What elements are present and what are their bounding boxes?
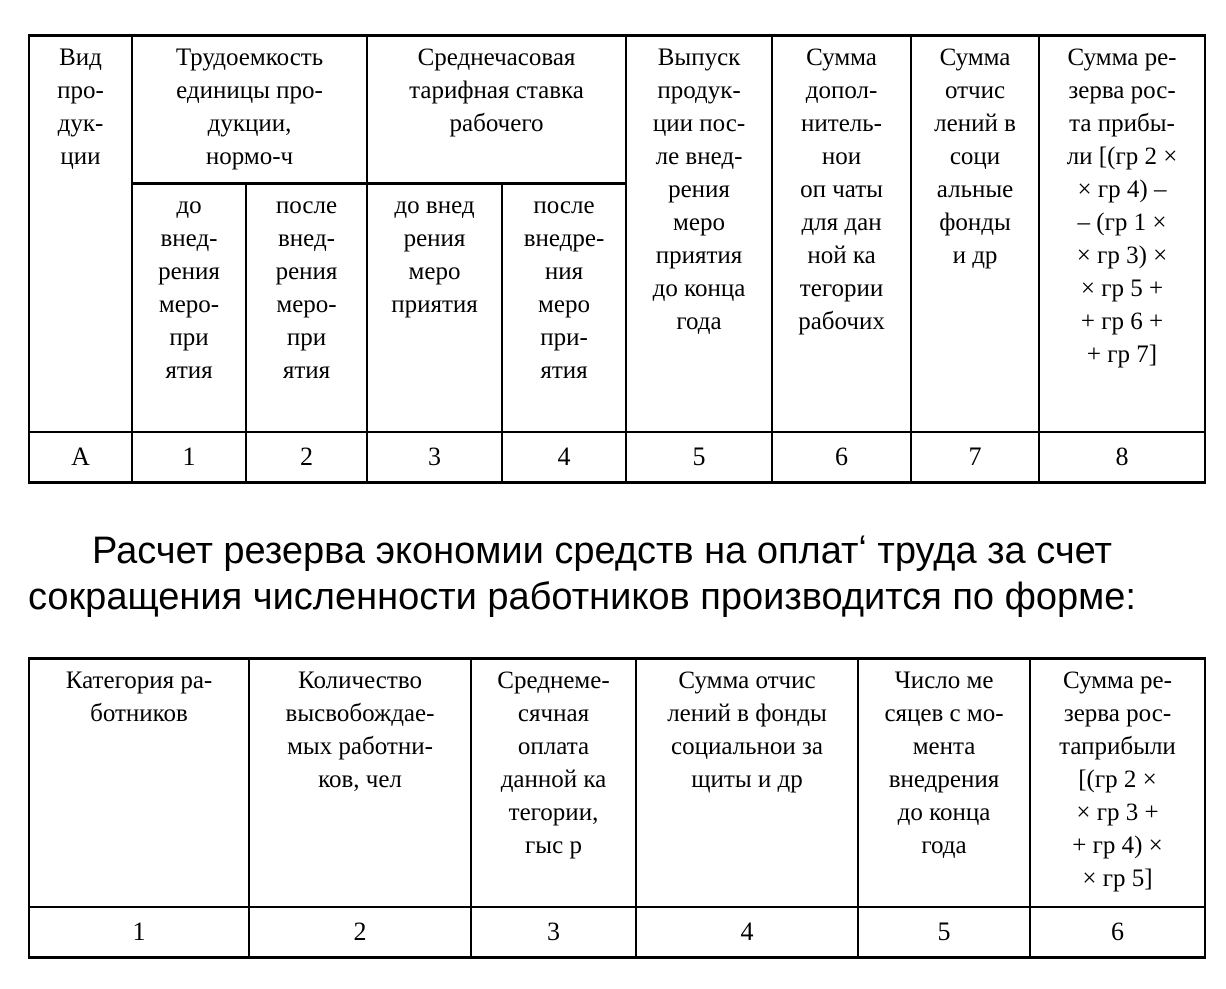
header-hourly-rate: Среднечасовая тарифная ставка рабочего — [367, 36, 626, 184]
reserve-growth-table — [28, 34, 1206, 484]
subheader-before-3: до внед рения меро приятия — [367, 184, 502, 432]
header-social-contrib: Сумма отчис лений в фонды социальнои за щиты и др — [636, 659, 858, 907]
header-social-contrib: Сумма отчис лений в соци альные фонды и др — [911, 36, 1039, 432]
header-avg-monthly-pay: Среднеме- сячная оплата данной ка тегории, гыс р — [471, 659, 636, 907]
column-number: 4 — [502, 432, 626, 483]
column-number: 3 — [471, 907, 636, 958]
header-released-workers: Количество высвобождае- мых работни- ков, чел — [249, 659, 471, 907]
subheader-after-2: после внед- рения меро- при ятия — [246, 184, 367, 432]
column-number: 8 — [1039, 432, 1205, 483]
header-profit-reserve: Сумма ре- зерва рос- таприбыли [(гр 2 × × гр 3 + + гр 4) × × гр 5] — [1030, 659, 1205, 907]
paragraph-line: сокращения численности работников производится по форме: — [28, 576, 1136, 618]
column-number: 2 — [249, 907, 471, 958]
header-profit-reserve: Сумма ре- зерва рос- та прибы- ли [(гр 2 × × гр 4) – – (гр 1 × × гр 3) × × гр 5 + + гр 6 + + гр 7] — [1039, 36, 1205, 432]
header-months-count: Число ме сяцев с мо- мента внедрения до конца года — [858, 659, 1030, 907]
payroll-savings-table — [28, 657, 1206, 959]
column-number: 1 — [29, 907, 249, 958]
header-labor-intensity: Трудоемкость единицы про- дукции, нормо-ч — [132, 36, 367, 184]
column-number: А — [29, 432, 132, 483]
header-worker-category: Категория ра- ботников — [29, 659, 249, 907]
column-numbers-row — [29, 907, 1205, 958]
subheader-before-1: до внед- рения меро- при ятия — [132, 184, 246, 432]
column-number: 3 — [367, 432, 502, 483]
header-output-after: Выпуск продук- ции пос- ле внед- рения меро приятия до конца года — [626, 36, 772, 432]
subheader-after-4: после внедре- ния меро при- ятия — [502, 184, 626, 432]
column-number: 2 — [246, 432, 367, 483]
column-number: 6 — [1030, 907, 1205, 958]
paragraph-line: Расчет резерва экономии средств на оплатʻ труда за счет — [92, 530, 1112, 572]
header-extra-pay: Сумма допол- нитель- нои оп чаты для дан ной ка тегории рабочих — [772, 36, 911, 432]
column-number: 5 — [626, 432, 772, 483]
column-numbers-row — [29, 432, 1205, 483]
header-product-type: Вид про- дук- ции — [29, 36, 132, 432]
column-number: 6 — [772, 432, 911, 483]
column-number: 1 — [132, 432, 246, 483]
column-number: 4 — [636, 907, 858, 958]
column-number: 5 — [858, 907, 1030, 958]
column-number: 7 — [911, 432, 1039, 483]
